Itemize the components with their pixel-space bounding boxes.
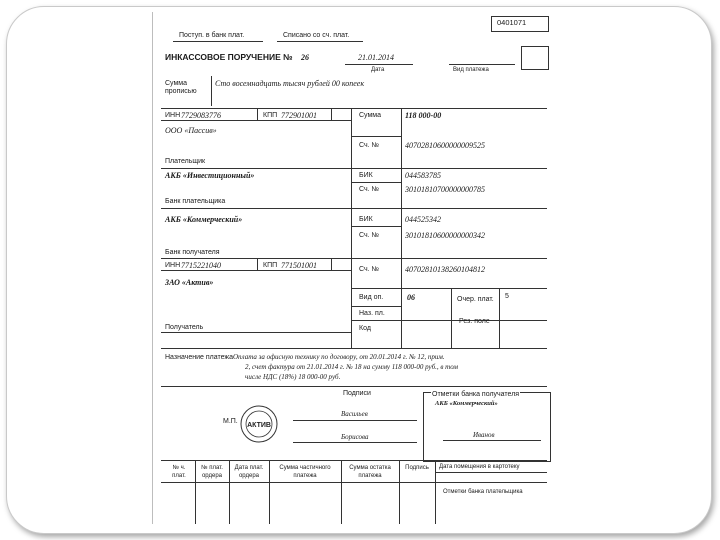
payer-account: 40702810600000009525	[405, 141, 485, 150]
payer-name: ООО «Пассив»	[165, 126, 217, 135]
payer-role-label: Плательщик	[165, 158, 206, 165]
th-part-number: № ч. плат.	[172, 465, 186, 479]
purpose-line-3: числе НДС (18%) 18 000-00 руб.	[245, 373, 341, 381]
payee-bank-name: АКБ «Коммерческий»	[165, 215, 243, 224]
date-label: Дата	[371, 67, 385, 73]
document-date: 21.01.2014	[358, 53, 394, 62]
th-remaining-amount: Сумма остатка платежа	[349, 465, 391, 479]
payer-bank-bik-label: БИК	[359, 172, 373, 179]
priority: 5	[505, 293, 509, 300]
payer-kpp-label: КПП	[263, 112, 278, 119]
op-type: 06	[407, 293, 415, 302]
payee-inn-label: ИНН	[165, 262, 181, 269]
payee-account: 40702810138260104812	[405, 265, 485, 274]
payer-bank-name: АКБ «Инвестиционный»	[165, 171, 255, 180]
signature-1: Васильев	[341, 410, 368, 418]
purpose-line-2: 2, счет фактура от 21.01.2014 г. № 18 на сумму 118 000-00 руб., в том	[245, 363, 458, 371]
company-stamp	[239, 404, 279, 444]
stamp-text: АКТИВ	[247, 422, 271, 429]
payer-amount-label: Сумма	[359, 112, 381, 119]
op-type-label: Вид оп.	[359, 294, 384, 301]
payee-bank-bik-label: БИК	[359, 216, 373, 223]
document-title: ИНКАССОВОЕ ПОРУЧЕНИЕ №	[165, 52, 293, 62]
payee-bank-account: 30101810600000000342	[405, 231, 485, 240]
payee-bank-bik: 044525342	[405, 215, 441, 224]
payer-inn-label: ИНН	[165, 112, 181, 119]
payment-type-label: Вид платежа	[453, 67, 489, 73]
amount-words-label-1: Сумма	[165, 80, 187, 87]
payer-amount: 118 000-00	[405, 111, 442, 120]
mp-label: М.П.	[223, 418, 238, 425]
payee-role-label: Получатель	[165, 324, 204, 331]
payee-account-label: Сч. №	[359, 266, 380, 273]
payer-bank-bik: 044583785	[405, 171, 441, 180]
bank-marks-label: Отметки банка получателя	[432, 391, 520, 398]
payee-bank-role-label: Банк получателя	[165, 249, 220, 256]
purpose-code-label: Наз. пл.	[359, 310, 385, 317]
received-in-bank-label: Поступ. в банк плат.	[179, 32, 245, 39]
amount-words: Сто восемнадцать тысяч рублей 00 копеек	[215, 79, 365, 88]
th-order-date: Дата плат. ордера	[234, 465, 264, 479]
payer-inn: 7729083776	[181, 111, 221, 120]
purpose-line-1: Оплата за офисную технику по договору, от 20.01.2014 г. № 12, прим.	[233, 353, 445, 361]
status-box	[521, 46, 549, 70]
th-signature: Подпись	[405, 465, 429, 471]
payer-bank-account-label: Сч. №	[359, 186, 380, 193]
amount-words-label-2: прописью	[165, 88, 197, 95]
bank-marks-name: АКБ «Коммерческий»	[435, 400, 498, 407]
signature-2: Борисова	[341, 433, 369, 441]
payee-name: ЗАО «Актив»	[165, 278, 214, 287]
purpose-label: Назначение платежа	[165, 354, 233, 361]
th-file-date: Дата помещения в картотеку	[439, 464, 520, 470]
payer-bank-role-label: Банк плательщика	[165, 198, 226, 205]
collection-order-document	[152, 12, 555, 524]
payee-inn: 7715221040	[181, 261, 221, 270]
form-code: 0401071	[497, 18, 527, 27]
payer-account-label: Сч. №	[359, 142, 380, 149]
priority-label: Очер. плат.	[457, 296, 494, 303]
document-number: 26	[301, 53, 309, 62]
payee-kpp: 771501001	[281, 261, 317, 270]
code-label: Код	[359, 325, 371, 332]
payee-bank-account-label: Сч. №	[359, 232, 380, 239]
reserve-field-label: Рез. поле	[459, 318, 490, 325]
payer-kpp: 772901001	[281, 111, 317, 120]
payer-bank-account: 30101810700000000785	[405, 185, 485, 194]
signatures-label: Подписи	[343, 390, 371, 397]
payee-kpp-label: КПП	[263, 262, 278, 269]
payer-bank-marks-label: Отметки банка плательщика	[443, 489, 523, 495]
th-partial-amount: Сумма частичного платежа	[279, 465, 331, 479]
bank-marks-signature: Иванов	[473, 431, 495, 439]
debited-from-account-label: Списано со сч. плат.	[283, 32, 350, 39]
th-order-number: № плат. ордера	[201, 465, 223, 479]
